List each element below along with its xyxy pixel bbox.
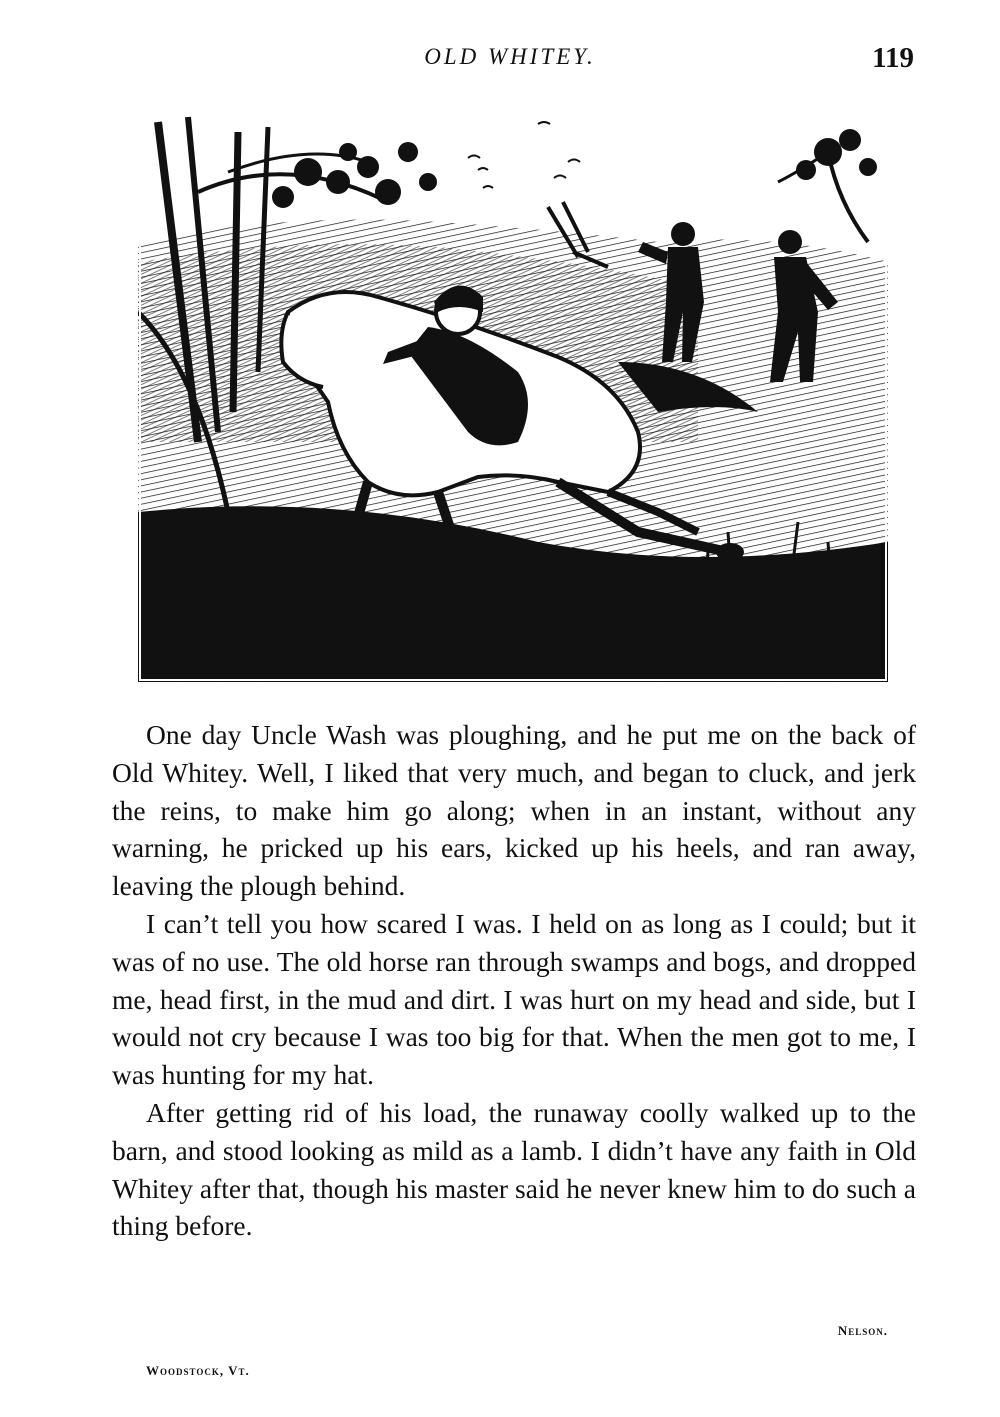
paragraph-1: One day Uncle Wash was ploughing, and he put me on the back of Old Whitey. Well, I liked that very much, and began to cluck, and jerk the reins, to make him go along; when in an instant, without any warning, he pricked up his ears, kicked up his heels, and ran away, leaving the plough behind. bbox=[112, 719, 916, 902]
author-signature: Nelson. bbox=[837, 1323, 888, 1338]
illustration-svg bbox=[138, 112, 888, 682]
paragraph-2: I can’t tell you how scared I was. I held on as long as I could; but it was of no use. The old horse ran through swamps and bogs, and dropped me, head first, in the mud and dirt. I was hurt on my head and side, but I would not cry because I was too big for that. When the men got to me, I was hunting for my hat. bbox=[112, 907, 916, 1091]
paragraph-3: After getting rid of his load, the runaway coolly walked up to the barn, and stood looking as mild as a lamb. I didn’t have any faith in Old Whitey after that, though his master said he never knew him to do such a thing before. bbox=[112, 1096, 916, 1242]
grass bbox=[138, 442, 888, 682]
engraving-illustration bbox=[138, 112, 888, 682]
body-text bbox=[112, 716, 916, 1245]
page-number: 119 bbox=[872, 42, 914, 74]
running-title: OLD WHITEY. bbox=[424, 44, 596, 69]
place-line: Woodstock, Vt. bbox=[146, 1363, 250, 1378]
